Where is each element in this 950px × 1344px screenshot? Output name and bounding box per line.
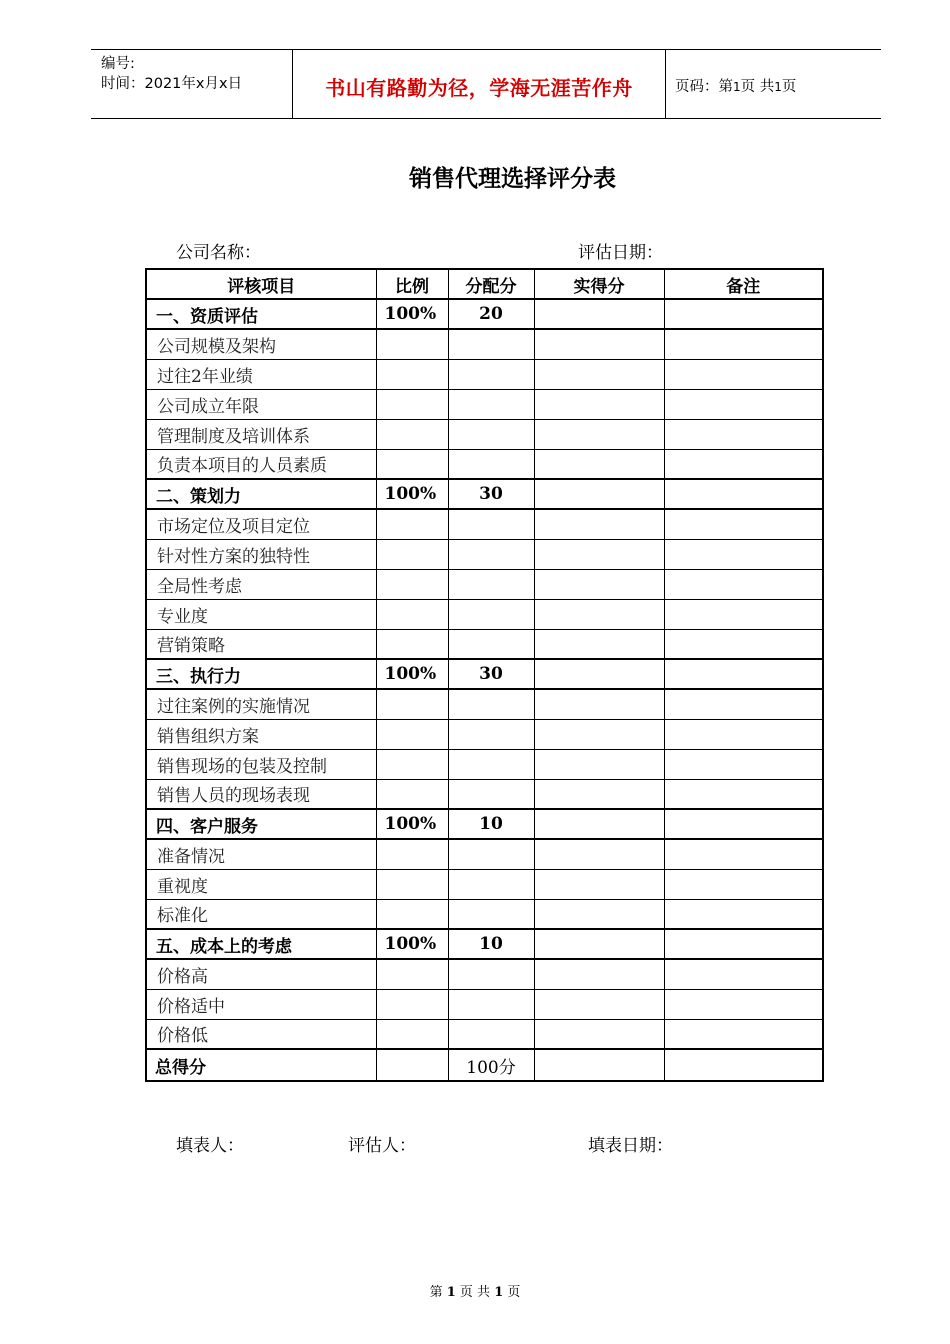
table-row — [146, 629, 823, 659]
score-cell[interactable] — [534, 1019, 664, 1049]
points-cell[interactable] — [448, 509, 534, 539]
points-cell[interactable] — [448, 599, 534, 629]
table-row — [146, 509, 823, 539]
score-cell[interactable] — [534, 719, 664, 749]
item-name: 负责本项目的人员素质 — [146, 449, 376, 479]
ratio-cell[interactable] — [376, 749, 448, 779]
points-cell[interactable] — [448, 689, 534, 719]
document-header — [91, 49, 881, 119]
score-cell[interactable] — [534, 299, 664, 329]
table-row — [146, 719, 823, 749]
company-name-label: 公司名称： — [176, 243, 261, 263]
ratio-cell[interactable] — [376, 539, 448, 569]
remark-cell[interactable] — [664, 1019, 823, 1049]
table-row — [146, 869, 823, 899]
category-name: 三、执行力 — [146, 659, 376, 689]
table-row — [146, 569, 823, 599]
points-cell[interactable] — [448, 749, 534, 779]
item-name: 重视度 — [146, 869, 376, 899]
column-header: 备注 — [664, 269, 823, 299]
table-row — [146, 1019, 823, 1049]
header-motto: 书山有路勤为径，学海无涯苦作舟 — [325, 76, 633, 100]
category-ratio: 100% — [376, 299, 448, 329]
remark-cell[interactable] — [664, 299, 823, 329]
score-cell[interactable] — [534, 779, 664, 809]
footer-page-prefix: 第 — [429, 1285, 443, 1300]
item-name: 标准化 — [146, 899, 376, 929]
ratio-cell[interactable] — [376, 629, 448, 659]
category-points: 30 — [448, 659, 534, 689]
score-cell[interactable] — [534, 809, 664, 839]
header-meta — [101, 54, 242, 94]
remark-cell[interactable] — [664, 959, 823, 989]
score-cell[interactable] — [534, 659, 664, 689]
category-ratio: 100% — [376, 809, 448, 839]
item-name: 价格适中 — [146, 989, 376, 1019]
score-cell[interactable] — [534, 689, 664, 719]
remark-cell[interactable] — [664, 599, 823, 629]
category-points: 10 — [448, 809, 534, 839]
item-name: 公司规模及架构 — [146, 329, 376, 359]
score-cell[interactable] — [534, 929, 664, 959]
item-name: 过往案例的实施情况 — [146, 689, 376, 719]
points-cell[interactable] — [448, 389, 534, 419]
remark-cell[interactable] — [664, 329, 823, 359]
score-cell[interactable] — [534, 329, 664, 359]
table-row — [146, 779, 823, 809]
item-name: 营销策略 — [146, 629, 376, 659]
remark-cell[interactable] — [664, 899, 823, 929]
score-cell[interactable] — [534, 449, 664, 479]
table-row — [146, 449, 823, 479]
column-header: 分配分 — [448, 269, 534, 299]
remark-cell[interactable] — [664, 629, 823, 659]
category-points: 10 — [448, 929, 534, 959]
evaluator-label: 评估人： — [348, 1136, 416, 1156]
table-row — [146, 689, 823, 719]
remark-cell[interactable] — [664, 539, 823, 569]
points-cell[interactable] — [448, 959, 534, 989]
category-row — [146, 929, 823, 959]
category-ratio: 100% — [376, 659, 448, 689]
remark-cell[interactable] — [664, 449, 823, 479]
item-name: 全局性考虑 — [146, 569, 376, 599]
category-row — [146, 809, 823, 839]
category-row — [146, 479, 823, 509]
remark-cell[interactable] — [664, 479, 823, 509]
ratio-cell[interactable] — [376, 509, 448, 539]
score-table — [145, 268, 824, 1082]
points-cell[interactable] — [448, 329, 534, 359]
item-name: 价格高 — [146, 959, 376, 989]
category-name: 五、成本上的考虑 — [146, 929, 376, 959]
remark-cell[interactable] — [664, 809, 823, 839]
footer-page-number: 1 — [446, 1285, 456, 1300]
remark-cell[interactable] — [664, 359, 823, 389]
category-name: 二、策划力 — [146, 479, 376, 509]
score-cell[interactable] — [534, 599, 664, 629]
points-cell[interactable] — [448, 839, 534, 869]
header-page-info — [675, 75, 796, 96]
points-cell[interactable] — [448, 569, 534, 599]
points-cell[interactable] — [448, 629, 534, 659]
category-points: 30 — [448, 479, 534, 509]
table-row — [146, 989, 823, 1019]
remark-cell[interactable] — [664, 719, 823, 749]
page-total: 1 — [774, 80, 782, 94]
score-cell[interactable] — [534, 419, 664, 449]
points-cell[interactable] — [448, 419, 534, 449]
item-name: 准备情况 — [146, 839, 376, 869]
footer-page-mid: 页 共 — [459, 1285, 491, 1300]
column-header: 实得分 — [534, 269, 664, 299]
category-ratio: 100% — [376, 479, 448, 509]
remark-cell[interactable] — [664, 659, 823, 689]
page-number: 1 — [733, 80, 741, 94]
table-row — [146, 419, 823, 449]
item-name: 过往2年业绩 — [146, 359, 376, 389]
total-label: 总得分 — [146, 1049, 376, 1081]
ratio-cell[interactable] — [376, 839, 448, 869]
category-row — [146, 659, 823, 689]
remark-cell[interactable] — [664, 689, 823, 719]
category-name: 四、客户服务 — [146, 809, 376, 839]
ratio-cell[interactable] — [376, 359, 448, 389]
header-divider — [665, 50, 666, 118]
time-text: 时间：2021年x月x日 — [101, 76, 243, 92]
column-header: 比例 — [376, 269, 448, 299]
remark-cell[interactable] — [664, 839, 823, 869]
score-cell[interactable] — [534, 749, 664, 779]
remark-cell[interactable] — [664, 509, 823, 539]
item-name: 针对性方案的独特性 — [146, 539, 376, 569]
score-cell[interactable] — [534, 359, 664, 389]
footer-page-total: 1 — [494, 1285, 504, 1300]
score-cell[interactable] — [534, 869, 664, 899]
remark-cell[interactable] — [664, 989, 823, 1019]
footer-page-suffix: 页 — [507, 1285, 521, 1300]
evaluation-date-label: 评估日期： — [578, 243, 663, 263]
points-cell[interactable] — [448, 719, 534, 749]
item-name: 专业度 — [146, 599, 376, 629]
table-row — [146, 389, 823, 419]
table-row — [146, 599, 823, 629]
points-cell[interactable] — [448, 449, 534, 479]
table-row — [146, 839, 823, 869]
ratio-cell[interactable] — [376, 1019, 448, 1049]
total-points: 100分 — [448, 1049, 534, 1081]
column-header: 评核项目 — [146, 269, 376, 299]
page-footer — [0, 1281, 950, 1300]
points-cell[interactable] — [448, 779, 534, 809]
remark-cell[interactable] — [664, 779, 823, 809]
item-name: 管理制度及培训体系 — [146, 419, 376, 449]
ratio-cell[interactable] — [376, 419, 448, 449]
score-cell[interactable] — [534, 839, 664, 869]
score-cell[interactable] — [534, 479, 664, 509]
score-cell[interactable] — [534, 899, 664, 929]
item-name: 市场定位及项目定位 — [146, 509, 376, 539]
ratio-cell[interactable] — [376, 599, 448, 629]
category-row — [146, 299, 823, 329]
page-title: 销售代理选择评分表 — [409, 166, 616, 192]
item-name: 销售人员的现场表现 — [146, 779, 376, 809]
remark-cell[interactable] — [664, 419, 823, 449]
table-body — [146, 299, 823, 1081]
remark-cell[interactable] — [664, 1049, 823, 1081]
points-cell[interactable] — [448, 989, 534, 1019]
table-row — [146, 899, 823, 929]
ratio-cell[interactable] — [376, 899, 448, 929]
table-header-row — [146, 269, 823, 299]
item-name: 公司成立年限 — [146, 389, 376, 419]
table-row — [146, 959, 823, 989]
page-mid: 页 共 — [740, 79, 775, 95]
points-cell[interactable] — [448, 359, 534, 389]
remark-cell[interactable] — [664, 869, 823, 899]
serial-label: 编号: — [101, 56, 135, 72]
points-cell[interactable] — [448, 869, 534, 899]
points-cell[interactable] — [448, 899, 534, 929]
ratio-cell[interactable] — [376, 719, 448, 749]
ratio-cell[interactable] — [376, 869, 448, 899]
item-name: 销售组织方案 — [146, 719, 376, 749]
ratio-cell[interactable] — [376, 569, 448, 599]
score-cell[interactable] — [534, 569, 664, 599]
points-cell[interactable] — [448, 1019, 534, 1049]
points-cell[interactable] — [448, 539, 534, 569]
ratio-cell[interactable] — [376, 449, 448, 479]
score-cell[interactable] — [534, 539, 664, 569]
remark-cell[interactable] — [664, 389, 823, 419]
remark-cell[interactable] — [664, 749, 823, 779]
filler-label: 填表人： — [176, 1136, 244, 1156]
score-cell[interactable] — [534, 509, 664, 539]
category-ratio: 100% — [376, 929, 448, 959]
fill-date-label: 填表日期： — [588, 1136, 673, 1156]
table-row — [146, 539, 823, 569]
score-cell[interactable] — [534, 629, 664, 659]
page-prefix: 页码：第 — [675, 79, 733, 95]
page-suffix: 页 — [781, 79, 797, 95]
item-name: 价格低 — [146, 1019, 376, 1049]
ratio-cell[interactable] — [376, 689, 448, 719]
category-name: 一、资质评估 — [146, 299, 376, 329]
category-points: 20 — [448, 299, 534, 329]
table-row — [146, 749, 823, 779]
item-name: 销售现场的包装及控制 — [146, 749, 376, 779]
score-cell[interactable] — [534, 389, 664, 419]
score-cell[interactable] — [534, 959, 664, 989]
ratio-cell[interactable] — [376, 1049, 448, 1081]
ratio-cell[interactable] — [376, 959, 448, 989]
remark-cell[interactable] — [664, 929, 823, 959]
score-cell[interactable] — [534, 989, 664, 1019]
remark-cell[interactable] — [664, 569, 823, 599]
table-row — [146, 329, 823, 359]
table-row — [146, 359, 823, 389]
score-cell[interactable] — [534, 1049, 664, 1081]
ratio-cell[interactable] — [376, 329, 448, 359]
total-row — [146, 1049, 823, 1081]
ratio-cell[interactable] — [376, 389, 448, 419]
ratio-cell[interactable] — [376, 989, 448, 1019]
ratio-cell[interactable] — [376, 779, 448, 809]
